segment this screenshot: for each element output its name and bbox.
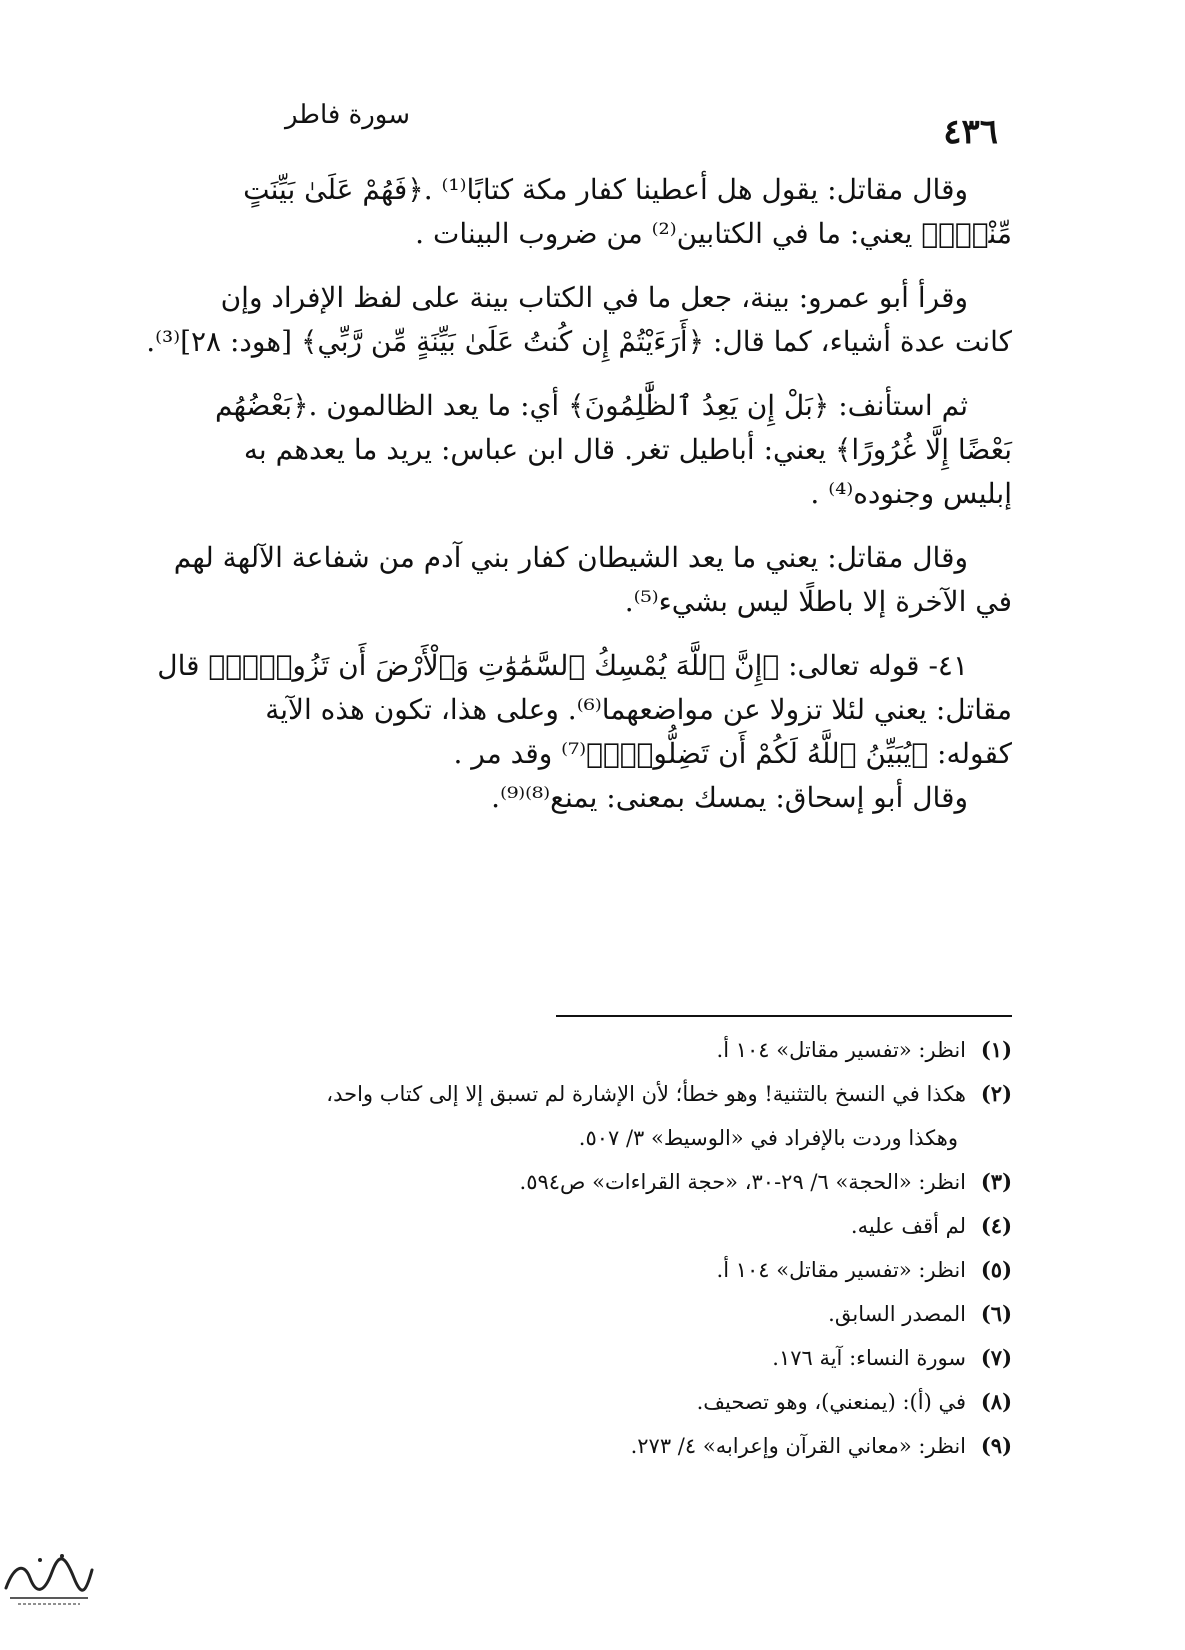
footnote-item — [128, 1248, 1012, 1292]
footnote-item — [128, 1336, 1012, 1380]
footnote-item — [128, 1160, 1012, 1204]
footnote-item — [128, 1072, 1012, 1116]
text-line: بَعْضًا إِلَّا غُرُورًا﴾ يعني: أباطيل تغر. قال ابن عباس: يريد ما يعدهم به — [243, 433, 1012, 466]
text-line: مِّنْهُۚ﴾ يعني: ما في الكتابين⁽²⁾ من ضروب البينات . — [415, 217, 1012, 250]
text-line: وقال مقاتل: يقول هل أعطينا كفار مكة كتابًا⁽¹⁾ .﴿فَهُمْ عَلَىٰ بَيِّنَتٍ — [243, 173, 968, 206]
footnote-number: (٢) — [980, 1081, 1012, 1106]
footnote-item — [128, 1292, 1012, 1336]
footnote-item — [128, 1028, 1012, 1072]
footnote-number: (٩) — [980, 1433, 1012, 1458]
footnote-text: وهكذا وردت بالإفراد في «الوسيط» ٣/ ٥٠٧. — [578, 1126, 958, 1150]
text-line: كقوله: ﴿يُبَيِّنُ ٱللَّهُ لَكُمْ أَن تَضِلُّواْۗ﴾⁽⁷⁾ وقد مر . — [453, 737, 1012, 770]
footnote-number: (٥) — [980, 1257, 1012, 1282]
footnote-number: (٧) — [980, 1345, 1012, 1370]
text-line: وقال أبو إسحاق: يمسك بمعنى: يمنع⁽⁸⁾⁽⁹⁾. — [491, 781, 968, 814]
footnotes — [128, 1028, 1012, 1468]
footnote-text: انظر: «الحجة» ٦/ ٢٩-٣٠، «حجة القراءات» ص٥٩٤. — [519, 1170, 966, 1194]
text-line: مقاتل: يعني لئلا تزولا عن مواضعهما⁽⁶⁾. وعلى هذا، تكون هذه الآية — [265, 693, 1012, 726]
footnote-continuation — [128, 1116, 1012, 1160]
main-text — [128, 168, 1012, 820]
footnote-text: انظر: «معاني القرآن وإعرابه» ٤/ ٢٧٣. — [630, 1434, 966, 1458]
text-line: وقال مقاتل: يعني ما يعد الشيطان كفار بني آدم من شفاعة الآلهة لهم — [173, 541, 968, 574]
library-stamp-icon — [0, 1548, 96, 1610]
footnote-number: (١) — [980, 1037, 1012, 1062]
footnote-number: (٦) — [980, 1301, 1012, 1326]
footnote-number: (٤) — [980, 1213, 1012, 1238]
footnote-text: في (أ): (يمنعني)، وهو تصحيف. — [696, 1390, 966, 1414]
text-line: ٤١- قوله تعالى: ﴿إِنَّ ٱللَّهَ يُمْسِكُ ٱلسَّمَٰوَٰتِ وَٱلْأَرْضَ أَن تَزُولَاۚ﴾ قال — [157, 649, 968, 682]
footnote-item — [128, 1424, 1012, 1468]
footnote-item — [128, 1204, 1012, 1248]
footnote-text: انظر: «تفسير مقاتل» ١٠٤ أ. — [716, 1038, 966, 1062]
text-line: كانت عدة أشياء، كما قال: ﴿أَرَءَيْتُمْ إِن كُنتُ عَلَىٰ بَيِّنَةٍ مِّن رَّبِّي﴾ [هود: ٢٨]⁽³⁾. — [146, 325, 1012, 358]
footnote-number: (٨) — [980, 1389, 1012, 1414]
footnote-text: انظر: «تفسير مقاتل» ١٠٤ أ. — [716, 1258, 966, 1282]
footnote-text: المصدر السابق. — [828, 1302, 966, 1326]
footnote-text: سورة النساء: آية ١٧٦. — [772, 1346, 966, 1370]
text-line: ثم استأنف: ﴿بَلْ إِن يَعِدُ ٱلظَّٰلِمُونَ﴾ أي: ما يعد الظالمون .﴿بَعْضُهُم — [214, 389, 968, 422]
footnote-text: لم أقف عليه. — [850, 1214, 966, 1238]
footnote-number: (٣) — [980, 1169, 1012, 1194]
footnote-text: هكذا في النسخ بالتثنية! وهو خطأ؛ لأن الإشارة لم تسبق إلا إلى كتاب واحد، — [326, 1082, 966, 1106]
page-number: ٤٣٦ — [943, 112, 998, 152]
text-line: في الآخرة إلا باطلًا ليس بشيء⁽⁵⁾. — [624, 585, 1012, 618]
footnote-item — [128, 1380, 1012, 1424]
footnote-separator — [556, 1015, 1012, 1017]
text-line: إبليس وجنوده⁽⁴⁾ . — [810, 477, 1012, 510]
text-line: وقرأ أبو عمرو: بينة، جعل ما في الكتاب بينة على لفظ الإفراد وإن — [220, 281, 968, 314]
running-header-title: سورة فاطر — [284, 100, 410, 130]
